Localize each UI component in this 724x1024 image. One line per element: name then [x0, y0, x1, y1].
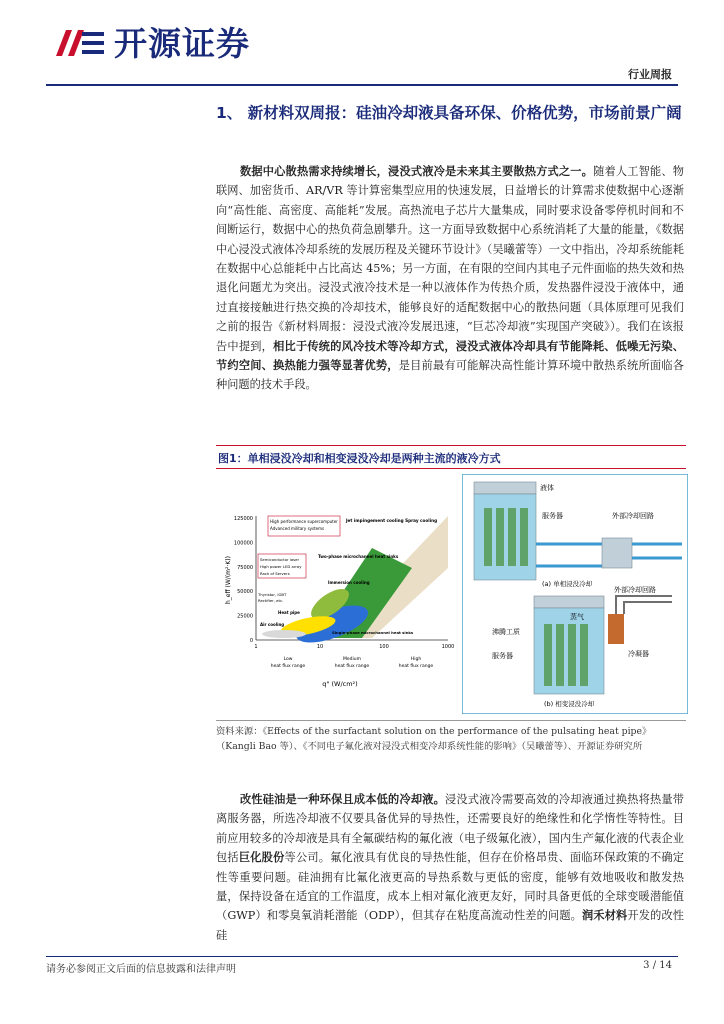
annotation-rectifier: Rectifier, etc. [258, 598, 284, 603]
label-single-phase: Single-phase microchannel heat sinks [332, 630, 414, 635]
x-range-labels [271, 656, 434, 669]
paragraph-1-text-2: 是目前最有可能解决高性能计算环境中散热系统所面临各种问题的技术手段。 [216, 359, 684, 392]
bottom-label-vapor: 蒸气 [570, 613, 584, 621]
y-axis-label: h_eff (W/(m²·K)) [225, 556, 232, 604]
figure-title-rule [216, 468, 686, 469]
condenser-coil [608, 614, 624, 644]
logo-text: 开源证券 [114, 24, 250, 63]
annotation-servers: Rack of Servers [260, 571, 290, 576]
x-range-label: heat flux range [398, 664, 434, 669]
top-label-server: 服务器 [542, 512, 563, 520]
annotation-military: Advanced military systems [270, 526, 325, 531]
footer-divider [46, 956, 678, 957]
paragraph-2-company-1: 巨化股份 [238, 850, 285, 865]
region-air [262, 630, 306, 638]
paragraph-1-text-1: 随着人工智能、物联网、加密货币、AR/VR 等计算密集型应用的快速发展，日益增长的计算需求使数据中心逐渐向“高性能、高密度、高能耗”发展。高热流电子芯片大量集成，同时要求设备零停机时间和不间断运行，数据中心的热负荷急剧攀升。这一方面导致数据中心系统消耗了大量的能量，《数据中心浸没式液体冷却系统的发展历程及关键环节设计》（吴曦蕾等）一文中指出，冷却系统能耗在数据中心总能耗中占比高达 45%；另一方面，在有限的空间内其电子元件面临的热失效和热退化问题尤为突出。浸没式液冷技术是一种以液体作为传热介质，发热器件浸没于液体中，通过直接接触进行热交换的冷却技术，能够良好的适配数据中心的散热问题（具体原理可见我们之前的报告《新材料周报：浸没式液冷发展迅速，“巨芯冷却液”实现国产突破》）。我们在该报告中提到， [216, 165, 684, 353]
annotation-led: High power LED array [260, 564, 302, 569]
top-label-liquid: 液体 [540, 484, 554, 492]
label-jet-spray: Jet impingement cooling Spray cooling [346, 518, 438, 523]
paragraph-2-text-1: 浸没式液冷需要高效的冷却液通过换热将热量带离服务器，所选冷却液不仅要具备优异的导热性，还需要良好的绝缘性和化学惰性等特性。目前应用较多的冷却液是具有全氟碳结构的氟化液（电子级氟化液），国内生产氟化液的代表企业包括 [216, 793, 684, 865]
figure-source: 资料来源：《Effects of the surfactant solution on the performance of the pulsating heat pipe》（Kangli Bao 等）、《不同电子氟化液对浸没式相变冷却系统性能的影响》（吴曦蕾等）、开源证券研究所 [216, 726, 652, 752]
x-tick-label: 1000 [441, 644, 454, 650]
header-divider [46, 84, 678, 86]
x-tick-labels [254, 644, 454, 650]
y-tick-label: 100000 [233, 540, 253, 547]
annotation-supercomputer: High performance supercomputer [270, 519, 338, 524]
annotation-thyristor: Thyristor, IGBT [258, 592, 287, 597]
x-range-label: Medium [343, 657, 361, 662]
annotation-laser: Semiconductor laser [260, 557, 300, 562]
top-caption: (a) 单相浸没冷却 [542, 580, 593, 588]
y-tick-label: 75000 [237, 564, 253, 571]
y-tick-label: 0 [249, 638, 253, 644]
label-immersion: Immersion cooling [328, 580, 370, 585]
heat-flux-chart [222, 508, 454, 690]
x-range-label: heat flux range [270, 664, 306, 669]
report-type-label: 行业周报 [628, 68, 672, 81]
label-two-phase: Two-phase microchannel heat sinks [318, 554, 399, 559]
figure-top-rule [216, 445, 686, 446]
label-air: Air cooling [260, 622, 285, 627]
y-tick-label: 50000 [237, 589, 253, 596]
y-tick-label: 25000 [237, 613, 253, 620]
paragraph-2 [216, 790, 684, 945]
bottom-label-boiling: 沸腾工质 [492, 628, 520, 636]
page-number: 3 / 14 [643, 960, 672, 971]
top-tank-lid [474, 482, 536, 494]
x-range-label: heat flux range [334, 664, 370, 669]
paragraph-1-bold-lead: 数据中心散热需求持续增长，浸没式液冷是未来其主要散热方式之一。 [240, 164, 594, 178]
top-pump [602, 538, 632, 568]
y-tick-label: 125000 [233, 516, 253, 522]
x-tick-label: 1 [254, 644, 258, 650]
x-tick-label: 100 [379, 644, 389, 650]
bottom-label-loop: 外部冷却回路 [614, 586, 656, 594]
bottom-label-server: 服务器 [492, 652, 513, 660]
paragraph-2-company-2: 润禾材料 [582, 908, 628, 923]
section-title: 1、 新材料双周报：硅油冷却液具备环保、价格优势，市场前景广阔 [216, 104, 682, 122]
logo-mark-icon [52, 26, 108, 62]
bottom-tank-lid [534, 596, 604, 608]
x-axis-label: q" (W/cm²) [322, 680, 358, 688]
footer-disclaimer: 请务必参阅正文后面的信息披露和法律声明 [46, 964, 236, 975]
figure-title: 图1：单相浸没冷却和相变浸没冷却是两种主流的液冷方式 [218, 452, 501, 465]
x-tick-label: 10 [316, 644, 324, 650]
immersion-cooling-diagram [462, 474, 688, 714]
paragraph-1-bold-mid: 相比于传统的风冷技术等冷却方式，浸没式液体冷却具有节能降耗、低噪无污染、节约空间、换热能力强等显著优势， [216, 338, 684, 373]
x-range-label: Low [283, 657, 293, 662]
paragraph-2-text-2: 等公司。氟化液具有优良的导热性能，但存在价格昂贵、面临环保政策的不确定性等重要问题。硅油拥有比氟化液更高的导热系数与更低的密度，能够有效地吸收和散发热量，保持设备在适宜的工作温度，成本上相对氟化液更友好，同时具备更低的全球变暖潜能值（GWP）和零臭氧消耗潜能（ODP），但其存在粘度高流动性差的问题。 [216, 851, 684, 923]
paragraph-2-bold-lead: 改性硅油是一种环保且成本低的冷却液。 [240, 792, 446, 806]
paragraph-1 [216, 162, 684, 395]
top-label-loop: 外部冷却回路 [612, 512, 654, 520]
paragraph-2-text-3: 开发的改性硅 [216, 909, 684, 942]
bottom-caption: (b) 相变浸没冷却 [544, 700, 595, 708]
company-logo [52, 22, 282, 66]
y-tick-labels [234, 516, 253, 644]
x-range-label: High [410, 657, 422, 662]
bottom-label-condenser: 冷凝器 [628, 650, 649, 658]
label-heat-pipe: Heat pipe [278, 610, 300, 615]
figure-bottom-rule [216, 720, 686, 721]
